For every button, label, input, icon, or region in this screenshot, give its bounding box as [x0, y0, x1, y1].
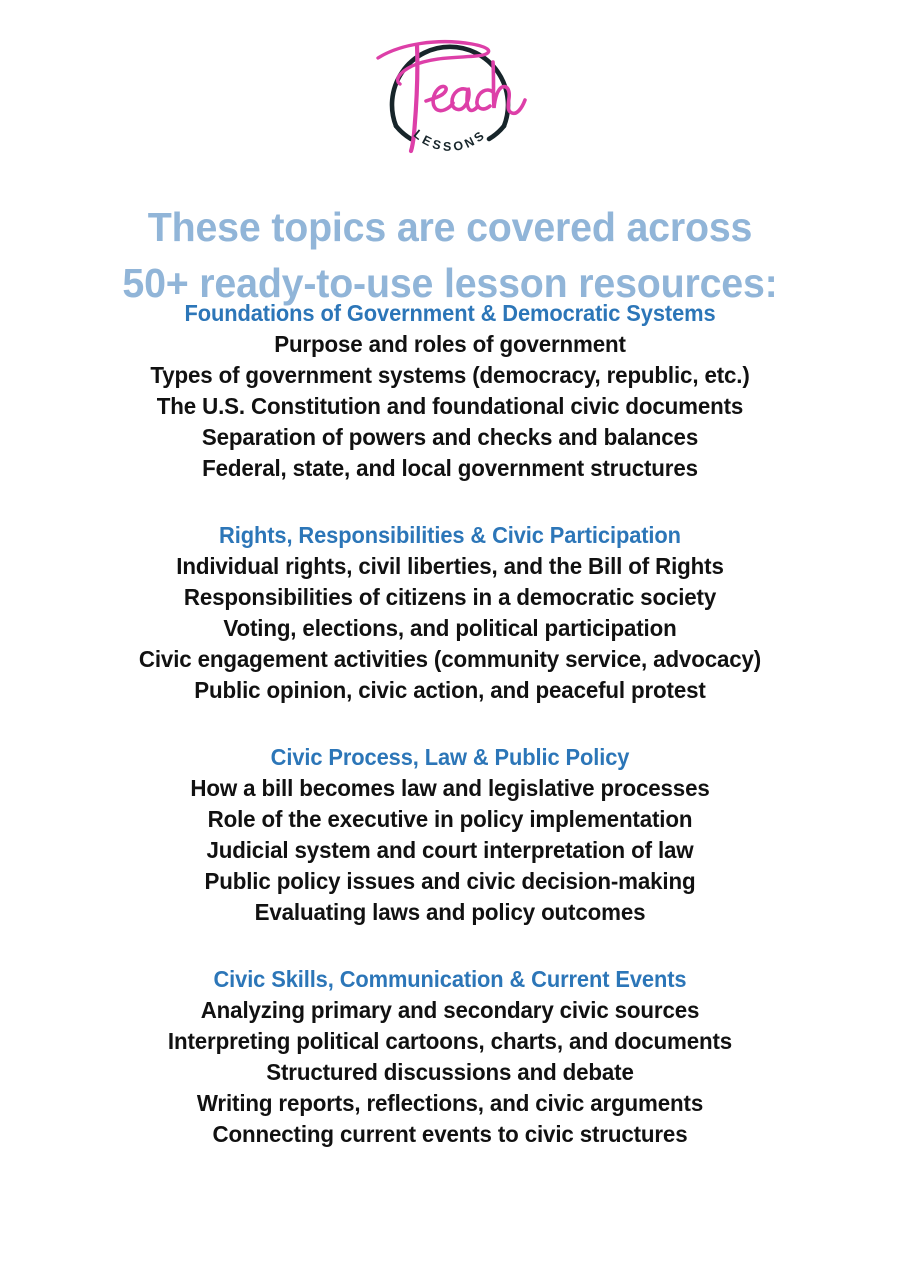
logo-ring-right-tail-icon [489, 126, 504, 139]
section-title: Civic Process, Law & Public Policy [270, 744, 630, 770]
list-item: Civic engagement activities (community service, advocacy) [138, 646, 762, 672]
page-title-line-2: 50+ ready-to-use lesson resources: [122, 260, 778, 307]
list-item: Voting, elections, and political participation [223, 615, 677, 641]
list-item: Analyzing primary and secondary civic sources [200, 997, 700, 1023]
list-item: Connecting current events to civic structures [212, 1121, 688, 1147]
section-title: Civic Skills, Communication & Current Events [213, 966, 687, 992]
list-item: Role of the executive in policy implementation [207, 806, 693, 832]
page-title [18, 199, 882, 311]
list-item: Types of government systems (democracy, republic, etc.) [150, 362, 750, 388]
list-item: The U.S. Constitution and foundational civic documents [156, 393, 744, 419]
list-item: Evaluating laws and policy outcomes [254, 899, 646, 925]
list-item: Separation of powers and checks and balances [201, 424, 699, 450]
topic-list [0, 551, 900, 706]
logo-ring-left-tail-icon [396, 126, 411, 139]
list-item: How a bill becomes law and legislative processes [190, 775, 710, 801]
list-item: Individual rights, civil liberties, and the Bill of Rights [176, 553, 724, 579]
topic-section [0, 298, 900, 484]
topic-list [0, 773, 900, 928]
list-item: Public opinion, civic action, and peaceful protest [194, 677, 706, 703]
list-item: Public policy issues and civic decision-making [204, 868, 696, 894]
teach-lessons-logo-icon [360, 18, 540, 168]
topic-section [0, 742, 900, 928]
logo-script-teach-icon [378, 42, 525, 151]
list-item: Writing reports, reflections, and civic arguments [196, 1090, 704, 1116]
brand-logo [0, 18, 900, 168]
logo-arc-lessons-icon [403, 121, 497, 154]
page-title-line-1: These topics are covered across [147, 204, 753, 251]
list-item: Federal, state, and local government structures [202, 455, 698, 481]
topic-section [0, 520, 900, 706]
topic-section [0, 964, 900, 1150]
section-title: Rights, Responsibilities & Civic Participation [219, 522, 681, 548]
list-item: Responsibilities of citizens in a democratic society [183, 584, 717, 610]
topic-list [0, 995, 900, 1150]
section-title: Foundations of Government & Democratic Systems [184, 300, 716, 326]
topic-list [0, 329, 900, 484]
topic-sections [0, 298, 900, 1150]
svg-text:LESSONS: LESSONS [410, 126, 490, 154]
list-item: Interpreting political cartoons, charts, and documents [167, 1028, 733, 1054]
list-item: Structured discussions and debate [266, 1059, 634, 1085]
list-item: Purpose and roles of government [274, 331, 626, 357]
list-item: Judicial system and court interpretation of law [206, 837, 694, 863]
